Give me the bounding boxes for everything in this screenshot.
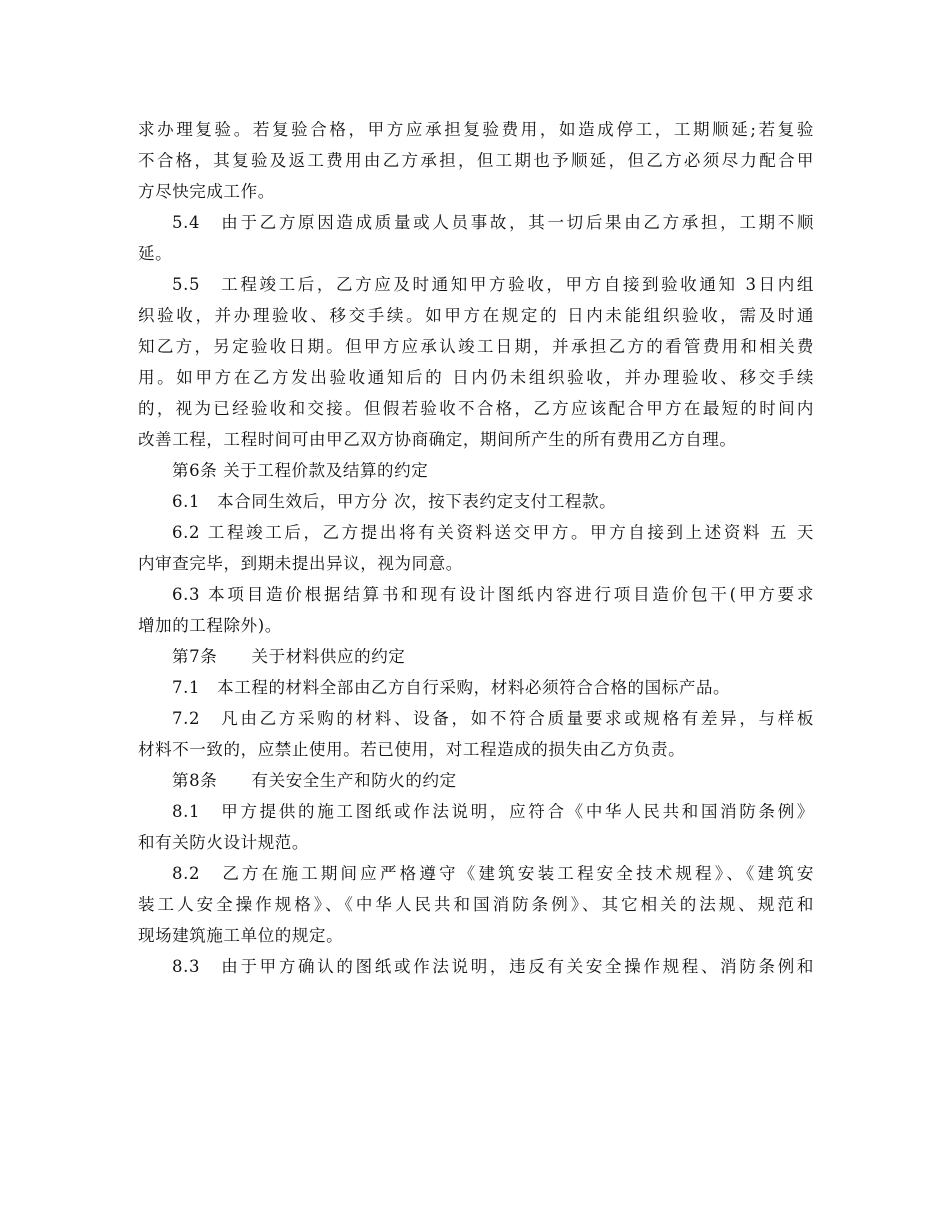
text-line: 方尽快完成工作。 [138, 182, 275, 201]
text-line: 和有关防火设计规范。 [138, 833, 309, 852]
clause-8-3: 8.3 由于甲方确认的图纸或作法说明，违反有关安全操作规程、消防条例和 [172, 957, 814, 976]
text-line: 用。如甲方在乙方发出验收通知后的 日内仍未组织验收，并办理验收、移交手续 [138, 368, 814, 387]
text-line: 不合格，其复验及返工费用由乙方承担，但工期也予顺延，但乙方必须尽力配合甲 [138, 151, 814, 170]
clause-5-4: 5.4 由于乙方原因造成质量或人员事故，其一切后果由乙方承担，工期不顺 [172, 213, 814, 232]
article-6-heading: 第6条 关于工程价款及结算的约定 [172, 461, 429, 480]
clause-8-2: 8.2 乙方在施工期间应严格遵守《建筑安装工程安全技术规程》、《建筑安 [172, 864, 814, 883]
article-7-heading: 第7条 关于材料供应的约定 [172, 647, 406, 666]
clause-5-5: 5.5 工程竣工后，乙方应及时通知甲方验收，甲方自接到验收通知 3日内组 [172, 275, 814, 294]
clause-8-1: 8.1 甲方提供的施工图纸或作法说明，应符合《中华人民共和国消防条例》 [172, 802, 814, 821]
text-line: 延。 [138, 244, 173, 263]
text-line: 装工人安全操作规格》、《中华人民共和国消防条例》、其它相关的法规、规范和 [138, 895, 814, 914]
clause-6-3: 6.3 本项目造价根据结算书和现有设计图纸内容进行项目造价包干(甲方要求 [172, 585, 814, 604]
clause-6-2: 6.2 工程竣工后，乙方提出将有关资料送交甲方。甲方自接到上述资料 五 天 [172, 523, 814, 542]
clause-7-1: 7.1 本工程的材料全部由乙方自行采购，材料必须符合合格的国标产品。 [172, 678, 731, 697]
clause-7-2: 7.2 凡由乙方采购的材料、设备，如不符合质量要求或规格有差异，与样板 [172, 709, 814, 728]
text-line: 改善工程，工程时间可由甲乙双方协商确定，期间所产生的所有费用乙方自理。 [138, 430, 737, 449]
text-line: 材料不一致的，应禁止使用。若已使用，对工程造成的损失由乙方负责。 [138, 740, 686, 759]
clause-6-1: 6.1 本合同生效后，甲方分 次，按下表约定支付工程款。 [172, 492, 617, 511]
text-line: 求办理复验。若复验合格，甲方应承担复验费用，如造成停工，工期顺延;若复验 [138, 120, 814, 139]
text-line: 织验收，并办理验收、移交手续。如甲方在规定的 日内未能组织验收，需及时通 [138, 306, 814, 325]
contract-body-text [138, 114, 814, 982]
text-line: 知乙方，另定验收日期。但甲方应承认竣工日期，并承担乙方的看管费用和相关费 [138, 337, 814, 356]
text-line: 的，视为已经验收和交接。但假若验收不合格，乙方应该配合甲方在最短的时间内 [138, 399, 814, 418]
text-line: 内审查完毕，到期未提出异议，视为同意。 [138, 554, 463, 573]
text-line: 增加的工程除外)。 [138, 616, 282, 635]
text-line: 现场建筑施工单位的规定。 [138, 926, 344, 945]
article-8-heading: 第8条 有关安全生产和防火的约定 [172, 771, 457, 790]
